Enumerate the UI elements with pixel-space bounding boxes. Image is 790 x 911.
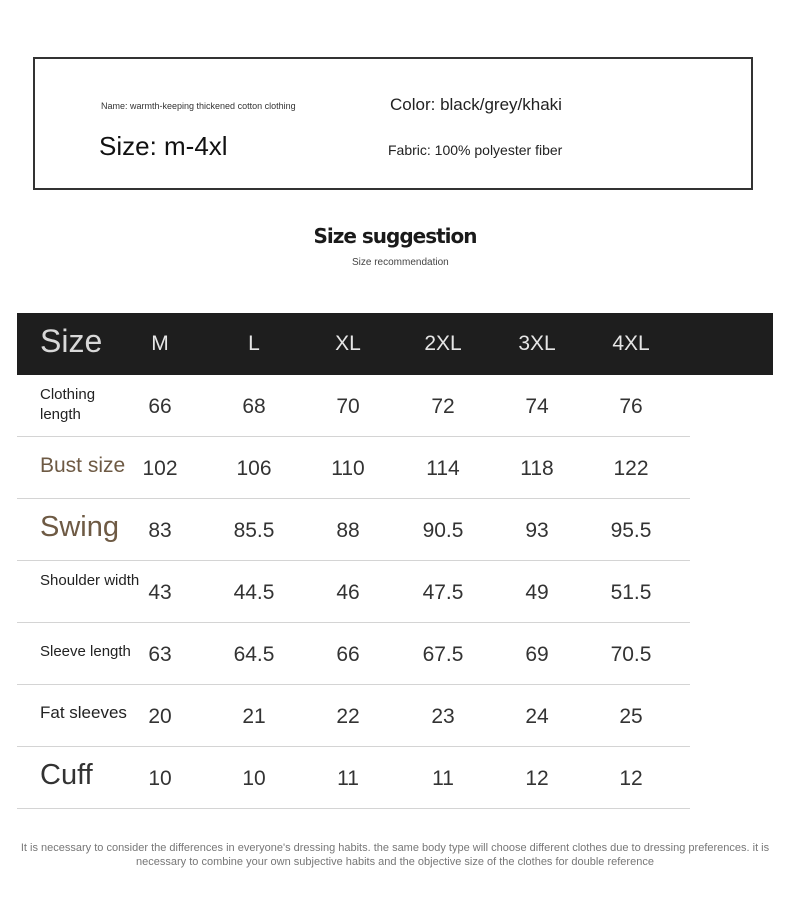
header-label: Size — [40, 323, 103, 359]
size-col-xl: XL — [335, 332, 361, 355]
table-cell: 106 — [236, 457, 272, 480]
row-label: Sleeve length — [40, 643, 131, 660]
table-row — [17, 747, 690, 809]
fabric-info: Fabric: 100% polyester fiber — [388, 142, 563, 158]
table-cell: 122 — [613, 457, 649, 480]
table-cell: 24 — [525, 705, 549, 728]
table-cell: 90.5 — [422, 519, 464, 542]
table-row — [17, 499, 690, 561]
table-cell: 64.5 — [233, 643, 275, 666]
table-cell: 95.5 — [610, 519, 652, 542]
table-row — [17, 375, 690, 437]
table-cell: 118 — [520, 457, 554, 480]
table-cell: 23 — [431, 705, 455, 728]
table-cell: 74 — [525, 395, 549, 418]
row-label: Swing — [40, 511, 119, 543]
table-cell: 66 — [336, 643, 360, 666]
table-cell: 11 — [432, 767, 454, 790]
table-cell: 12 — [619, 767, 643, 790]
table-cell: 47.5 — [422, 581, 464, 604]
table-row — [17, 685, 690, 747]
table-cell: 114 — [426, 457, 460, 480]
product-info-box — [33, 57, 753, 190]
size-table-header — [17, 313, 773, 375]
table-cell: 102 — [142, 457, 178, 480]
table-cell: 20 — [148, 705, 172, 728]
row-label: Clothing length — [40, 386, 96, 423]
table-cell: 12 — [525, 767, 549, 790]
table-cell: 10 — [148, 767, 172, 790]
table-row — [17, 561, 690, 623]
row-label: Bust size — [40, 454, 126, 477]
table-row — [17, 623, 690, 685]
row-label: Cuff — [40, 759, 93, 791]
table-cell: 11 — [337, 767, 359, 790]
footnote: It is necessary to consider the differences in everyone's dressing habits. the same body type will choose different clothes due to dressing preferences. it is necessary to combine your own subjective habits and the objective size of the clothes for double reference — [20, 842, 770, 868]
table-cell: 70.5 — [610, 643, 652, 666]
size-range: Size: m-4xl — [99, 131, 228, 161]
table-cell: 46 — [336, 581, 360, 604]
table-cell: 85.5 — [233, 519, 275, 542]
table-cell: 110 — [331, 457, 365, 480]
table-cell: 70 — [336, 395, 360, 418]
table-cell: 21 — [242, 705, 266, 728]
table-cell: 44.5 — [233, 581, 275, 604]
table-cell: 49 — [525, 581, 549, 604]
size-col-2xl: 2XL — [424, 332, 462, 355]
table-row — [17, 437, 690, 499]
table-cell: 68 — [242, 395, 266, 418]
table-cell: 63 — [148, 643, 172, 666]
table-cell: 67.5 — [422, 643, 464, 666]
table-cell: 83 — [148, 519, 172, 542]
row-label: Fat sleeves — [40, 703, 127, 722]
page-title: Size suggestion — [313, 224, 477, 248]
table-cell: 93 — [525, 519, 549, 542]
size-col-l: L — [248, 332, 260, 355]
size-col-4xl: 4XL — [612, 332, 650, 355]
table-cell: 88 — [336, 519, 360, 542]
table-cell: 22 — [336, 705, 360, 728]
table-cell: 25 — [619, 705, 643, 728]
table-cell: 76 — [619, 395, 643, 418]
size-col-3xl: 3XL — [518, 332, 556, 355]
color-options: Color: black/grey/khaki — [390, 95, 562, 114]
table-cell: 66 — [148, 395, 172, 418]
product-name: Name: warmth-keeping thickened cotton clothing — [101, 101, 296, 111]
table-cell: 69 — [525, 643, 549, 666]
table-cell: 51.5 — [610, 581, 652, 604]
table-cell: 72 — [431, 395, 455, 418]
table-cell: 10 — [242, 767, 266, 790]
table-cell: 43 — [148, 581, 172, 604]
row-label: Shoulder width — [40, 572, 140, 589]
size-col-m: M — [151, 332, 169, 355]
page-subtitle: Size recommendation — [352, 257, 449, 268]
